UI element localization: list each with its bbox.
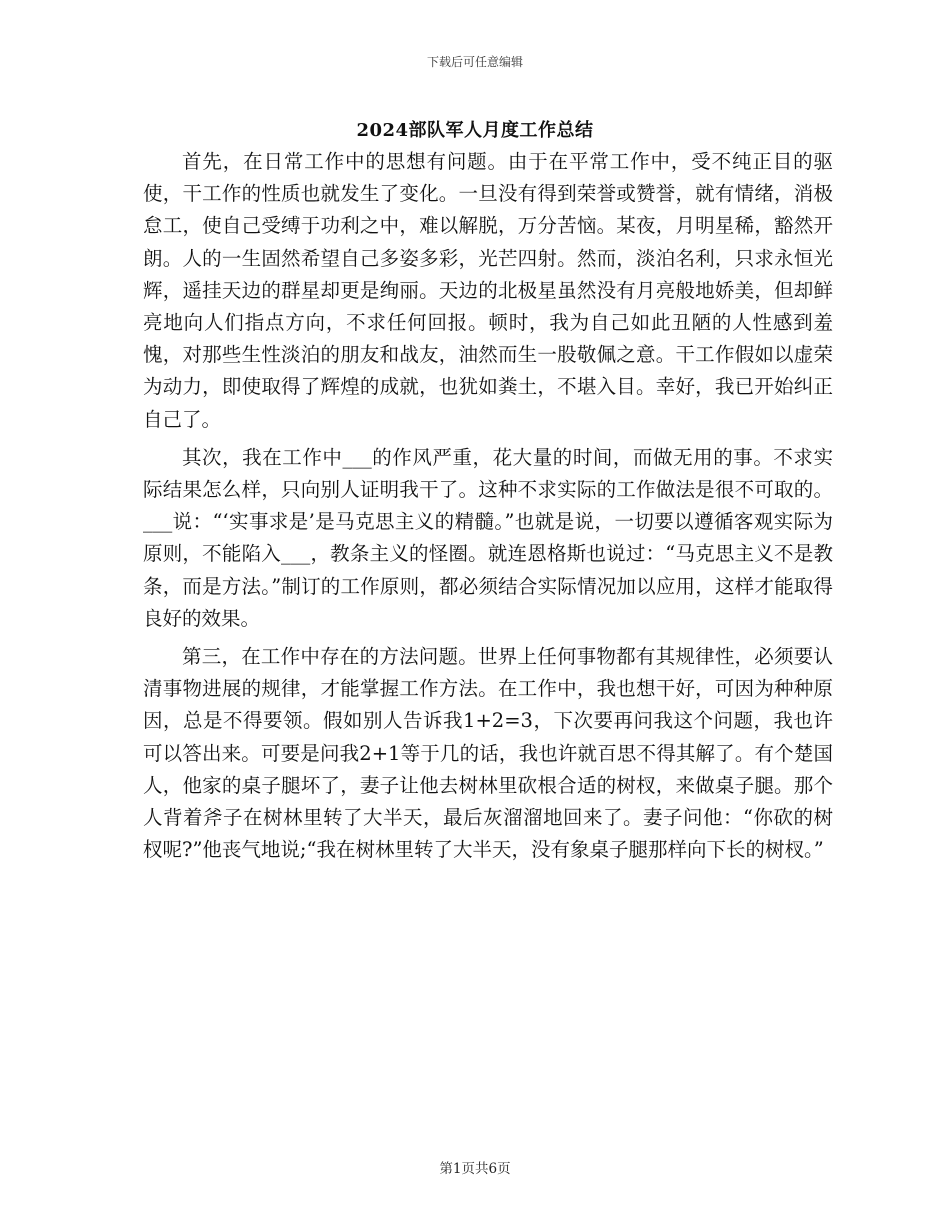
- paragraph-2: 其次，我在工作中___的作风严重，花大量的时间，而做无用的事。不求实际结果怎么样，只向别人证明我干了。这种不求实际的工作做法是很不可取的。___说：“‘实事求是’是马克思主义的精髓。”也就是说，一切要以遵循客观实际为原则，不能陷入___，教条主义的怪圈。就连恩格斯也说过：“马克思主义不是教条，而是方法。”制订的工作原则，都必须结合实际情况加以应用，这样才能取得良好的效果。: [143, 445, 833, 630]
- document-title: 2024部队军人月度工作总结: [356, 120, 594, 141]
- paragraph-1: 首先，在日常工作中的思想有问题。由于在平常工作中，受不纯正目的驱使，干工作的性质也就发生了变化。一旦没有得到荣誉或赞誉，就有情绪，消极怠工，使自己受缚于功利之中，难以解脱，万分苦恼。某夜，月明星稀，豁然开朗。人的一生固然希望自己多姿多彩，光芒四射。然而，淡泊名利，只求永恒光辉，遥挂天边的群星却更是绚丽。天边的北极星虽然没有月亮般地娇美，但却鲜亮地向人们指点方向，不求任何回报。顿时，我为自己如此丑陋的人性感到羞愧，对那些生性淡泊的朋友和战友，油然而生一股敬佩之意。干工作假如以虚荣为动力，即使取得了辉煌的成就，也犹如粪土，不堪入目。幸好，我已开始纠正自己了。: [143, 150, 833, 431]
- header-note: 下载后可任意编辑: [426, 55, 523, 69]
- document-body: [143, 146, 833, 872]
- page-footer: 第1页共6页: [439, 1161, 511, 1177]
- paragraph-3: 第三，在工作中存在的方法问题。世界上任何事物都有其规律性，必须要认清事物进展的规律，才能掌握工作方法。在工作中，我也想干好，可因为种种原因，总是不得要领。假如别人告诉我1+2=3，下次要再问我这个问题，我也许可以答出来。可要是问我2+1等于几的话，我也许就百思不得其解了。有个楚国人，他家的桌子腿坏了，妻子让他去树林里砍根合适的树杈，来做桌子腿。那个人背着斧子在树林里转了大半天，最后灰溜溜地回来了。妻子问他：“你砍的树杈呢?”他丧气地说;“我在树林里转了大半天，没有象桌子腿那样向下长的树杈。”: [143, 645, 833, 862]
